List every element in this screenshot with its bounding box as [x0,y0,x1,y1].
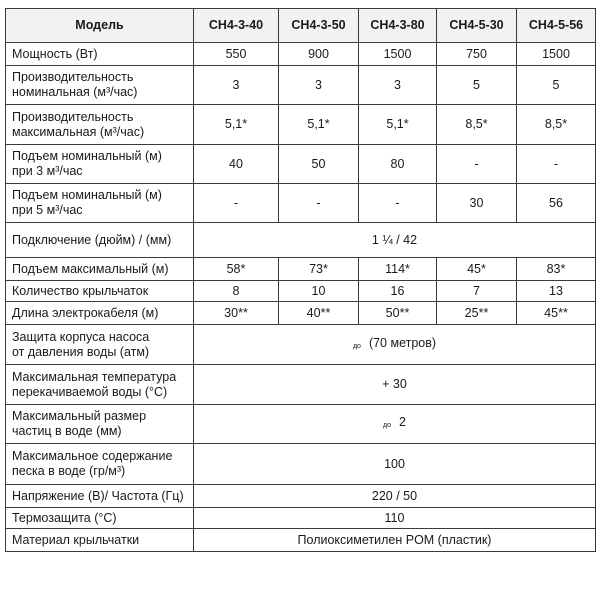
row-label-line-2: при 5 м³/час [12,203,83,217]
row-value: 40 [194,145,279,184]
header-col-1: СН4-3-40 [194,9,279,43]
row-label-line-1: Максимальное содержание [12,449,173,463]
row-value: 45** [517,302,596,325]
row-value: 3 [359,66,437,105]
row-label-line-2: от давления воды (атм) [12,344,150,359]
row-label: Термозащита (°С) [6,508,194,529]
row-value: 13 [517,281,596,302]
row-label-line-2: частиц в воде (мм) [12,424,122,438]
table-row [6,529,596,552]
row-value: 7 [437,281,517,302]
row-value: 56 [517,184,596,223]
row-value: 5,1* [279,105,359,145]
table-row [6,302,596,325]
row-span-value: 110 [194,508,596,529]
span-text: (70 метров) [368,335,437,350]
table-row [6,325,596,365]
table-row [6,485,596,508]
row-value: 750 [437,43,517,66]
row-label [6,325,194,365]
row-label-line-1: Производительность [12,109,134,124]
header-row [6,9,596,43]
row-value: - [279,184,359,223]
row-value: 8,5* [437,105,517,145]
row-label: Материал крыльчатки [6,529,194,552]
row-value: - [517,145,596,184]
row-value: 83* [517,258,596,281]
row-label [6,405,194,444]
row-label [6,105,194,145]
row-label-line-1: Подъем номинальный (м) [12,149,162,163]
row-span-value: 100 [194,444,596,485]
row-value: 10 [279,281,359,302]
row-label: Длина электрокабеля (м) [6,302,194,325]
prefix-do: до [383,422,392,429]
row-label [6,365,194,405]
row-value: 1500 [517,43,596,66]
row-value: 80 [359,145,437,184]
row-span-value [194,405,596,444]
row-value: - [359,184,437,223]
table-row [6,145,596,184]
table-row [6,66,596,105]
row-span-value: + 30 [194,365,596,405]
row-value: 25** [437,302,517,325]
row-label [6,145,194,184]
row-value: 5,1* [194,105,279,145]
row-span-value: Полиоксиметилен POM (пластик) [194,529,596,552]
span-text: 2 [399,415,406,429]
row-value: 58* [194,258,279,281]
specs-table-container [5,8,595,552]
table-row [6,444,596,485]
row-value: 16 [359,281,437,302]
header-col-5: СН4-5-56 [517,9,596,43]
table-row [6,223,596,258]
row-label [6,66,194,105]
row-value: 40** [279,302,359,325]
row-label-line-2: при 3 м³/час [12,164,83,178]
row-label-line-2: песка в воде (гр/м³) [12,464,126,478]
row-value: 1500 [359,43,437,66]
row-label [6,184,194,223]
row-value: 30** [194,302,279,325]
row-label-line-2: максимальная (м³/час) [12,124,145,139]
row-label-line-2: перекачиваемой воды (°С) [12,384,168,399]
row-value: 5 [517,66,596,105]
row-value: 30 [437,184,517,223]
row-label: Подключение (дюйм) / (мм) [6,223,194,258]
header-col-3: СН4-3-80 [359,9,437,43]
row-value: 45* [437,258,517,281]
table-row [6,258,596,281]
row-span-value [194,325,596,365]
row-label-line-1: Производительность [12,70,134,84]
row-label: Напряжение (В)/ Частота (Гц) [6,485,194,508]
row-value: 3 [194,66,279,105]
row-value: 5,1* [359,105,437,145]
table-row [6,281,596,302]
row-value: 73* [279,258,359,281]
row-label-line-1: Подъем номинальный (м) [12,188,162,202]
specs-table [5,8,596,552]
row-value: 50 [279,145,359,184]
table-row [6,508,596,529]
row-label-line-1: Защита корпуса насоса [12,329,150,344]
table-row [6,105,596,145]
header-col-2: СН4-3-50 [279,9,359,43]
row-value: 8 [194,281,279,302]
row-value: - [437,145,517,184]
row-value: - [194,184,279,223]
row-label: Подъем максимальный (м) [6,258,194,281]
row-label: Количество крыльчаток [6,281,194,302]
row-value: 5 [437,66,517,105]
table-row [6,405,596,444]
header-col-4: СН4-5-30 [437,9,517,43]
row-value: 3 [279,66,359,105]
row-value: 8,5* [517,105,596,145]
table-row [6,365,596,405]
row-span-value: 1 ¼ / 42 [194,223,596,258]
row-label: Мощность (Вт) [6,43,194,66]
row-label-line-1: Максимальный размер [12,409,147,423]
row-value: 50** [359,302,437,325]
row-value: 900 [279,43,359,66]
row-span-value: 220 / 50 [194,485,596,508]
table-row [6,184,596,223]
row-label [6,444,194,485]
row-label-line-2: номинальная (м³/час) [12,85,138,99]
prefix-do: до [352,342,361,350]
table-row [6,43,596,66]
row-value: 550 [194,43,279,66]
row-value: 114* [359,258,437,281]
row-label-line-1: Максимальная температура [12,369,177,384]
header-model: Модель [6,9,194,43]
